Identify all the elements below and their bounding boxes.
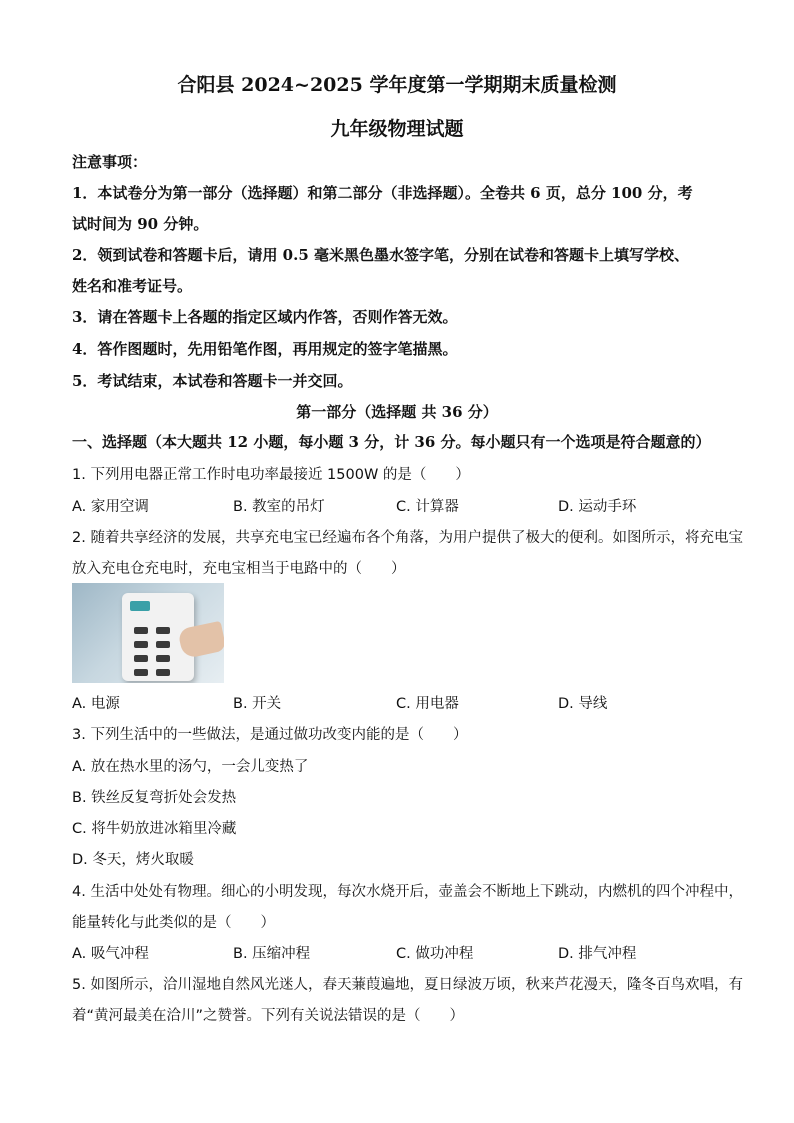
note-line: 姓名和准考证号。 [72,277,193,295]
note-line: 5．考试结束，本试卷和答题卡一并交回。 [72,372,353,390]
option: A. 放在热水里的汤勺，一会儿变热了 [72,759,309,775]
power-bank-photo [72,583,224,683]
option: C. 用电器 [396,696,459,712]
note-line: 3．请在答题卡上各题的指定区域内作答，否则作答无效。 [72,308,458,326]
option: B. 教室的吊灯 [233,499,325,515]
option: B. 压缩冲程 [233,946,311,962]
question-2: 2. 随着共享经济的发展，共享充电宝已经遍布各个角落，为用户提供了极大的便利。如图所示，将充电宝 [72,530,743,546]
question-3: 3. 下列生活中的一些做法，是通过做功改变内能的是（ ） [72,727,468,743]
option: A. 吸气冲程 [72,946,149,962]
exam-subtitle: 九年级物理试题 [330,118,464,140]
note-line: 1．本试卷分为第一部分（选择题）和第二部分（非选择题）。全卷共 6 页，总分 100 分，考 [72,184,693,202]
question-4-cont: 能量转化与此类似的是（ ） [72,915,275,931]
question-1: 1. 下列用电器正常工作时电功率最接近 1500W 的是（ ） [72,467,470,483]
option: C. 做功冲程 [396,946,474,962]
option: A. 家用空调 [72,499,149,515]
option: A. 电源 [72,696,120,712]
question-4: 4. 生活中处处有物理。细心的小明发现，每次水烧开后，壶盖会不断地上下跳动，内燃机的四个冲程中， [72,884,743,900]
option: C. 将牛奶放进冰箱里冷藏 [72,821,237,837]
question-2-cont: 放入充电仓充电时，充电宝相当于电路中的（ ） [72,561,406,577]
option: D. 排气冲程 [558,946,637,962]
section-heading: 一、选择题（本大题共 12 小题，每小题 3 分，计 36 分。每小题只有一个选项是符合题意的） [72,433,711,451]
notes-heading: 注意事项： [72,153,148,171]
note-line: 试时间为 90 分钟。 [72,215,209,233]
option: D. 冬天，烤火取暖 [72,852,194,868]
part-title: 第一部分（选择题 共 36 分） [296,403,498,421]
option: C. 计算器 [396,499,459,515]
question-5-cont: 着“黄河最美在洽川”之赞誉。下列有关说法错误的是（ ） [72,1008,465,1024]
option: D. 导线 [558,696,608,712]
exam-title: 合阳县 2024~2025 学年度第一学期期末质量检测 [177,74,617,96]
option: B. 开关 [233,696,282,712]
note-line: 2．领到试卷和答题卡后，请用 0.5 毫米黑色墨水签字笔，分别在试卷和答题卡上填写学校、 [72,246,689,264]
option: B. 铁丝反复弯折处会发热 [72,790,237,806]
option: D. 运动手环 [558,499,637,515]
note-line: 4．答作图题时，先用铅笔作图，再用规定的签字笔描黑。 [72,340,458,358]
question-5: 5. 如图所示，洽川湿地自然风光迷人，春天蒹葭遍地，夏日绿波万顷，秋来芦花漫天，隆冬百鸟欢唱，有 [72,977,743,993]
